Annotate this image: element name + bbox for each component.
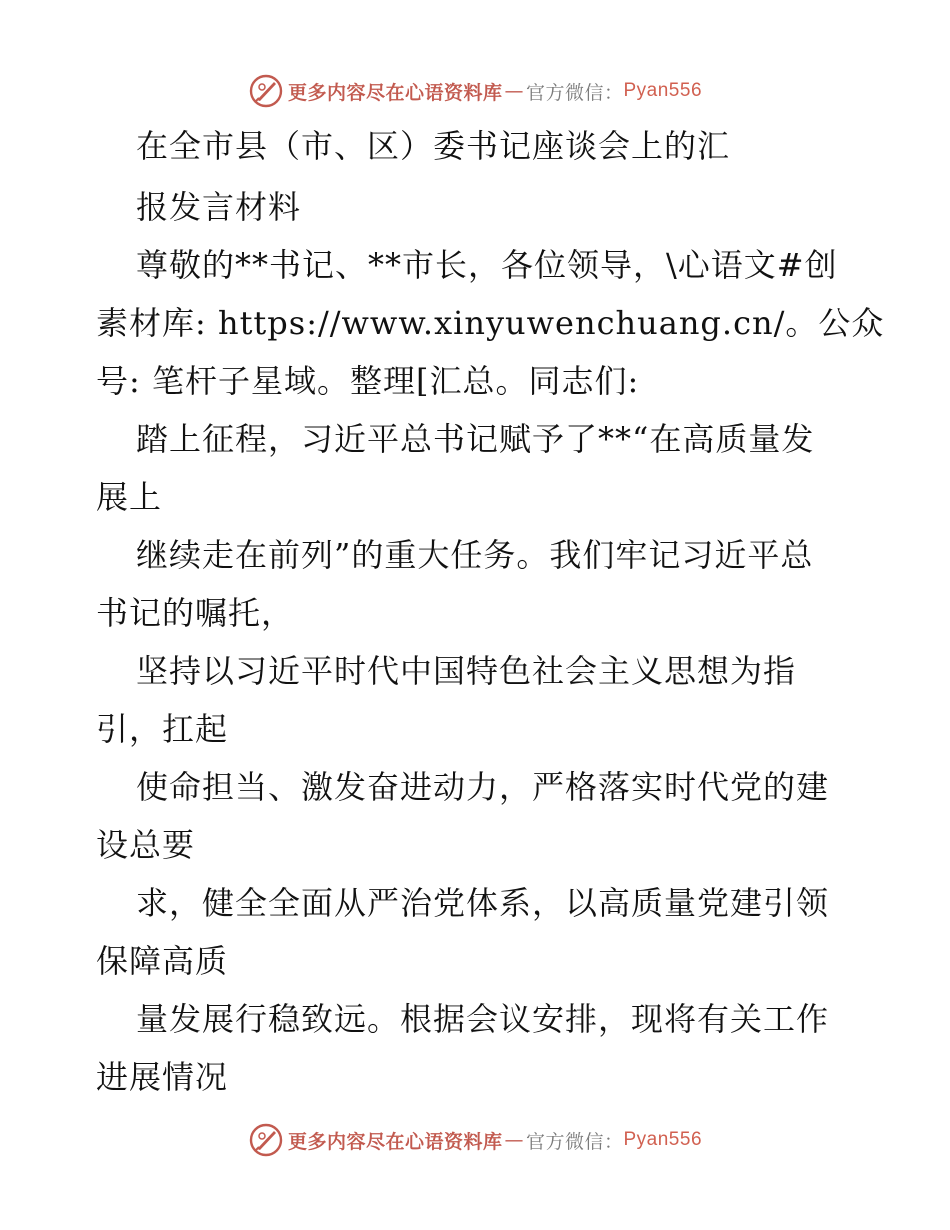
text-line: 踏上征程，习近平总书记赋予了**“在高质量发 — [136, 420, 815, 458]
text-line: 尊敬的**书记、**市长，各位领导，\心语文#创 — [136, 246, 838, 284]
title-line-2: 报发言材料 — [136, 188, 302, 226]
banner-text: 更多内容尽在心语资料库 — [287, 81, 503, 104]
text-line: 量发展行稳致远。根据会议安排，现将有关工作 — [136, 1000, 830, 1038]
text-line: 素材库: https://www.xinyuwenchuang.cn/。公众 — [96, 304, 885, 342]
quill-pen-logo-icon — [248, 73, 284, 109]
text-line: 展上 — [96, 478, 163, 516]
banner-dash: — — [504, 1129, 524, 1151]
text-line: 设总要 — [96, 826, 196, 864]
header-banner — [0, 69, 950, 113]
banner-wechat-id: Pyan556 — [623, 1129, 703, 1150]
quill-pen-logo-icon — [248, 1122, 284, 1158]
text-line: 号: 笔杆子星域。整理[汇总。同志们: — [96, 362, 640, 400]
banner-text: 更多内容尽在心语资料库 — [287, 1130, 503, 1153]
text-line: 使命担当、激发奋进动力，严格落实时代党的建 — [136, 768, 830, 806]
footer-banner — [0, 1118, 950, 1162]
text-line: 进展情况 — [96, 1058, 229, 1096]
text-line: 书记的嘱托， — [96, 594, 295, 632]
text-line: 坚持以习近平时代中国特色社会主义思想为指 — [136, 652, 797, 690]
banner-wechat-label: 官方微信： — [525, 81, 624, 104]
text-line: 保障高质 — [96, 942, 229, 980]
text-line: 求，健全全面从严治党体系，以高质量党建引领 — [136, 884, 830, 922]
banner-dash: — — [504, 80, 524, 102]
text-line: 继续走在前列”的重大任务。我们牢记习近平总 — [136, 536, 814, 574]
banner-wechat-id: Pyan556 — [623, 80, 703, 101]
text-line: 引，扛起 — [96, 710, 229, 748]
title-line-1: 在全市县（市、区）委书记座谈会上的汇 — [136, 127, 731, 165]
banner-wechat-label: 官方微信： — [525, 1130, 624, 1153]
